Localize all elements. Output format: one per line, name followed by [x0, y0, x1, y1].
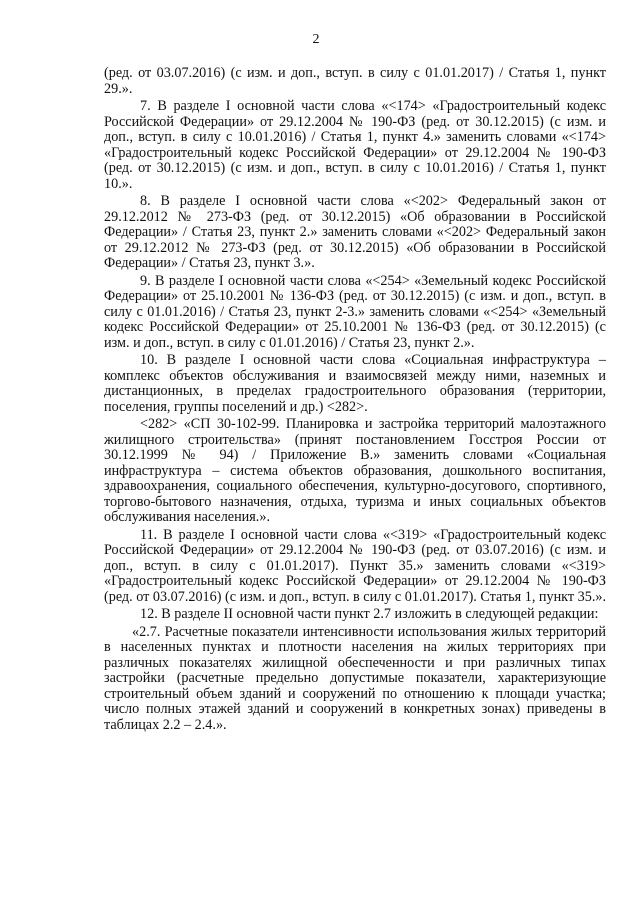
document-body — [104, 66, 606, 735]
page-number: 2 — [312, 32, 320, 47]
paragraph-item-12: 12. В разделе II основной части пункт 2.7 изложить в следующей редакции: — [140, 606, 599, 622]
paragraph-item-8: 8. В разделе I основной части слова «<202> Федеральный закон от 29.12.2012 № 273-ФЗ (ред. от 30.12.2015) «Об образовании в Российской Федерации» / Статья 23, пункт 2.» заменить словами «<202> Федеральный закон от 29.12.2012 № 273-ФЗ (ред. от 30.12.2015) «Об образовании в Российской Федерации» / Статья 23, пункт 3.». — [104, 193, 606, 271]
paragraph-item-10: 10. В разделе I основной части слова «Социальная инфраструктура – комплекс объектов обслуживания и взаимосвязей между ними, наземных и дистанционных, в пределах градостроительного образования (территории, поселения, группы поселений и др.) <282>. — [104, 352, 606, 415]
paragraph-quote-2-7: «2.7. Расчетные показатели интенсивности использования жилых территорий в населенных пунктах и плотности населения на жилых территориях при различных показателях жилищной обеспеченности и при различных типах застройки (расчетные предельно допустимые показатели, характеризующие строительный объем зданий и сооружений по отношению к площади участка; число полных этажей зданий и сооружений в конкретных зонах) приведены в таблицах 2.2 – 2.4.». — [104, 623, 606, 733]
paragraph-item-9: 9. В разделе I основной части слова «<254> «Земельный кодекс Российской Федерации» от 25.10.2001 № 136-ФЗ (ред. от 30.12.2015) (с изм. и доп., вступ. в силу с 01.01.2016) / Статья 23, пункт 2-3.» заменить словами «<254> «Земельный кодекс Российской Федерации» от 25.10.2001 № 136-ФЗ (ред. от 30.12.2015) (с изм. и доп., вступ. в силу с 01.01.2016) / Статья 23, пункт 2.». — [104, 272, 606, 351]
paragraph-continuation: (ред. от 03.07.2016) (с изм. и доп., вступ. в силу с 01.01.2017) / Статья 1, пункт 29.». — [104, 65, 606, 97]
paragraph-item-11: 11. В разделе I основной части слова «<319> «Градостроительный кодекс Российской Федерации» от 29.12.2004 № 190-ФЗ (ред. от 03.07.2016) (с изм. и доп., вступ. в силу с 01.01.2017). Пункт 35.» заменить словами «<319> «Градостроительный кодекс Российской Федерации» от 29.12.2004 № 190-ФЗ (ред. от 03.07.2016) (с изм. и доп., вступ. в силу с 01.01.2017). Статья 1, пункт 35.». — [104, 526, 607, 605]
paragraph-footnote-282: <282> «СП 30-102-99. Планировка и застройка территорий малоэтажного жилищного строительства» (принят постановлением Госстроя России от 30.12.1999 № 94) / Приложение В.» заменить словами «Социальная инфраструктура – система объектов образования, дошкольного воспитания, здравоохранения, социального обеспечения, культурно-досугового, спортивного, торгово-бытового назначения, отдыха, туризма и иных социальных объектов обслуживания населения.». — [104, 416, 606, 525]
paragraph-item-7: 7. В разделе I основной части слова «<174> «Градостроительный кодекс Российской Федерации» от 29.12.2004 № 190-ФЗ (ред. от 30.12.2015) (с изм. и доп., вступ. в силу с 10.01.2016) / Статья 1, пункт 4.» заменить словами «<174> «Градостроительный кодекс Российской Федерации» от 29.12.2004 № 190-ФЗ (ред. от 30.12.2015) (с изм. и доп., вступ. в силу с 10.01.2016) / Статья 1, пункт 10.». — [104, 98, 606, 192]
